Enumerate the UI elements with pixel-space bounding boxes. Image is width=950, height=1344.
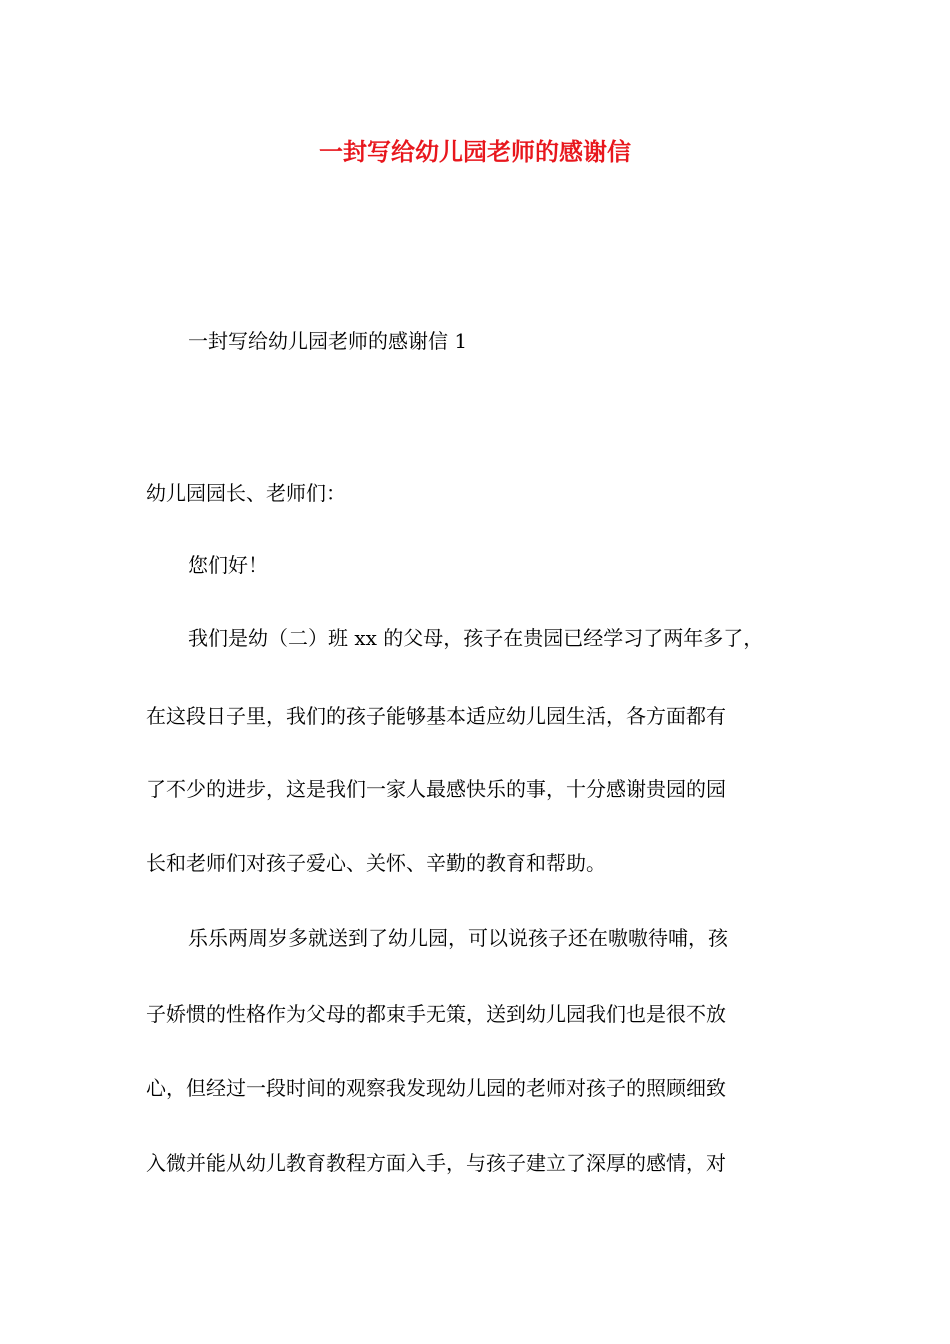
paragraph-line: 子娇惯的性格作为父母的都束手无策，送到幼儿园我们也是很不放 [146, 1002, 726, 1026]
paragraph-line: 长和老师们对孩子爱心、关怀、辛勤的教育和帮助。 [146, 851, 606, 875]
page-title: 一封写给幼儿园老师的感谢信 [319, 137, 631, 166]
paragraph-line: 了不少的进步，这是我们一家人最感快乐的事，十分感谢贵园的园 [146, 777, 726, 801]
salutation: 幼儿园园长、老师们： [146, 481, 346, 505]
paragraph-line: 乐乐两周岁多就送到了幼儿园，可以说孩子还在嗷嗷待哺，孩 [188, 926, 728, 950]
paragraph-line: 我们是幼（二）班 xx 的父母，孩子在贵园已经学习了两年多了， [188, 626, 764, 650]
greeting: 您们好！ [188, 553, 268, 577]
paragraph-line: 在这段日子里，我们的孩子能够基本适应幼儿园生活，各方面都有 [146, 704, 726, 728]
paragraph-line: 心，但经过一段时间的观察我发现幼儿园的老师对孩子的照顾细致 [146, 1076, 726, 1100]
letter-subtitle: 一封写给幼儿园老师的感谢信 1 [188, 329, 468, 353]
paragraph-line: 入微并能从幼儿教育教程方面入手，与孩子建立了深厚的感情，对 [146, 1151, 726, 1175]
